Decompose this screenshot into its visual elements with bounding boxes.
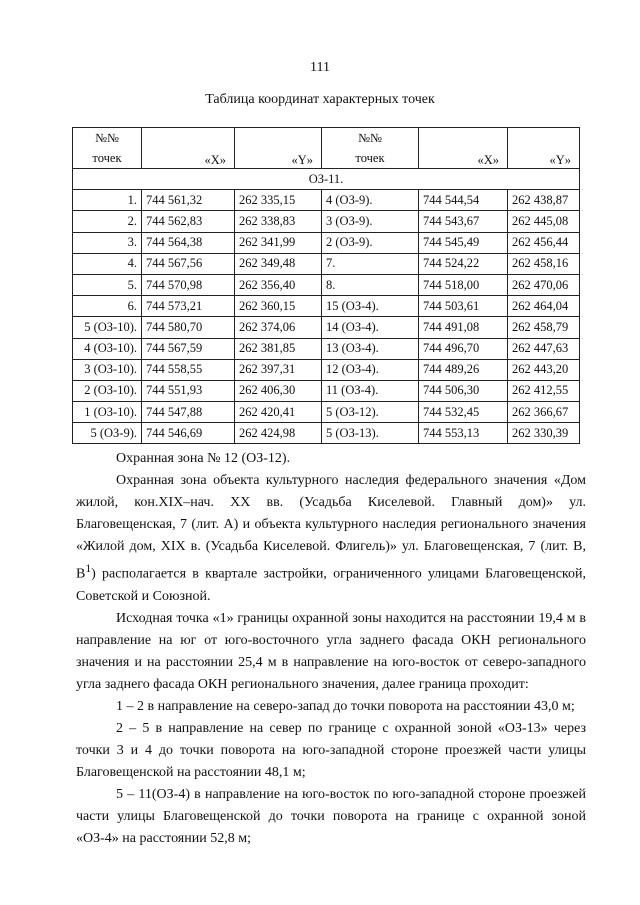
x-coordinate: 744 567,56 bbox=[142, 253, 235, 274]
x-coordinate: 744 491,08 bbox=[419, 317, 508, 338]
y-coordinate: 262 447,63 bbox=[508, 338, 580, 359]
point-label: 5. bbox=[73, 274, 142, 295]
y-coordinate: 262 349,48 bbox=[235, 253, 322, 274]
table-row bbox=[73, 211, 580, 232]
y-coordinate: 262 374,06 bbox=[235, 317, 322, 338]
x-coordinate: 744 570,98 bbox=[142, 274, 235, 295]
point-label: 4. bbox=[73, 253, 142, 274]
point-label: 1. bbox=[73, 190, 142, 211]
x-coordinate: 744 558,55 bbox=[142, 359, 235, 380]
point-label: 3 (ОЗ-9). bbox=[322, 211, 419, 232]
y-coordinate: 262 341,99 bbox=[235, 232, 322, 253]
page-number: 111 bbox=[310, 60, 330, 75]
point-label: 7. bbox=[322, 253, 419, 274]
y-coordinate: 262 360,15 bbox=[235, 296, 322, 317]
y-coordinate: 262 338,83 bbox=[235, 211, 322, 232]
table-row bbox=[73, 296, 580, 317]
y-coordinate: 262 464,04 bbox=[508, 296, 580, 317]
header-x-1: «X» bbox=[142, 128, 235, 169]
point-label: 12 (ОЗ-4). bbox=[322, 359, 419, 380]
table-row bbox=[73, 274, 580, 295]
point-label: 4 (ОЗ-10). bbox=[73, 338, 142, 359]
x-coordinate: 744 573,21 bbox=[142, 296, 235, 317]
y-coordinate: 262 470,06 bbox=[508, 274, 580, 295]
table-row bbox=[73, 190, 580, 211]
table-row bbox=[73, 338, 580, 359]
x-coordinate: 744 551,93 bbox=[142, 380, 235, 401]
y-coordinate: 262 458,16 bbox=[508, 253, 580, 274]
header-x-2: «X» bbox=[419, 128, 508, 169]
point-label: 2 (ОЗ-9). bbox=[322, 232, 419, 253]
x-coordinate: 744 496,70 bbox=[419, 338, 508, 359]
y-coordinate: 262 412,55 bbox=[508, 380, 580, 401]
point-label: 13 (ОЗ-4). bbox=[322, 338, 419, 359]
y-coordinate: 262 335,15 bbox=[235, 190, 322, 211]
header-points-1: №№ точек bbox=[73, 128, 142, 169]
point-label: 1 (ОЗ-10). bbox=[73, 402, 142, 423]
x-coordinate: 744 567,59 bbox=[142, 338, 235, 359]
coordinates-table bbox=[72, 127, 580, 444]
table-title: Таблица координат характерных точек bbox=[205, 92, 435, 107]
paragraph-zone-description: Охранная зона объекта культурного наследия федерального значения «Дом жилой, кон.XIX–нач. XX вв. (Усадьба Киселевой. Главный дом)» ул. Благовещенская, 7 (лит. А) и объекта культурного наследия регионального значения «Жилой дом, XIX в. (Усадьба Киселевой. Флигель)» ул. Благовещенская, 7 (лит. В, $В^1$) располагается в квартале застройки, ограниченного улицами Благовещенской, Советской и Союзной. bbox=[76, 473, 586, 604]
header-points-2: №№ точек bbox=[322, 128, 419, 169]
zone-heading: Охранная зона № 12 (ОЗ-12). bbox=[116, 451, 291, 466]
x-coordinate: 744 503,61 bbox=[419, 296, 508, 317]
zone-label-row bbox=[73, 169, 580, 190]
x-coordinate: 744 518,00 bbox=[419, 274, 508, 295]
header-y-2: «Y» bbox=[508, 128, 580, 169]
table-row bbox=[73, 253, 580, 274]
table-row bbox=[73, 359, 580, 380]
table-row bbox=[73, 380, 580, 401]
y-coordinate: 262 406,30 bbox=[235, 380, 322, 401]
x-coordinate: 744 544,54 bbox=[419, 190, 508, 211]
y-coordinate: 262 424,98 bbox=[235, 423, 322, 444]
paragraph-segment-2-5: 2 – 5 в направление на север по границе с охранной зоной «ОЗ-13» через точки 3 и 4 до точки поворота на юго-западной стороне проезжей части улицы Благовещенской на расстоянии 48,1 м; bbox=[76, 720, 586, 780]
point-label: 4 (ОЗ-9). bbox=[322, 190, 419, 211]
y-coordinate: 262 438,87 bbox=[508, 190, 580, 211]
table-row bbox=[73, 232, 580, 253]
x-coordinate: 744 532,45 bbox=[419, 402, 508, 423]
y-coordinate: 262 443,20 bbox=[508, 359, 580, 380]
paragraph-segment-5-11: 5 – 11(ОЗ-4) в направление на юго-восток по юго-западной стороне проезжей части улицы Благовещенской до точки поворота на границе с охранной зоной «ОЗ-4» на расстоянии 52,8 м; bbox=[76, 786, 586, 846]
point-label: 15 (ОЗ-4). bbox=[322, 296, 419, 317]
table-row bbox=[73, 423, 580, 444]
x-coordinate: 744 547,88 bbox=[142, 402, 235, 423]
point-label: 5 (ОЗ-9). bbox=[73, 423, 142, 444]
zone-label: ОЗ-11. bbox=[73, 169, 580, 190]
point-label: 3. bbox=[73, 232, 142, 253]
x-coordinate: 744 506,30 bbox=[419, 380, 508, 401]
y-coordinate: 262 356,40 bbox=[235, 274, 322, 295]
point-label: 2. bbox=[73, 211, 142, 232]
point-label: 14 (ОЗ-4). bbox=[322, 317, 419, 338]
y-coordinate: 262 456,44 bbox=[508, 232, 580, 253]
body-text bbox=[76, 448, 586, 850]
table-header-row bbox=[73, 128, 580, 169]
y-coordinate: 262 381,85 bbox=[235, 338, 322, 359]
y-coordinate: 262 420,41 bbox=[235, 402, 322, 423]
x-coordinate: 744 546,69 bbox=[142, 423, 235, 444]
point-label: 5 (ОЗ-12). bbox=[322, 402, 419, 423]
point-label: 5 (ОЗ-13). bbox=[322, 423, 419, 444]
x-coordinate: 744 545,49 bbox=[419, 232, 508, 253]
paragraph-start-point: Исходная точка «1» границы охранной зоны находится на расстоянии 19,4 м в направление на юг от юго-восточного угла заднего фасада ОКН регионального значения и на расстоянии 25,4 м в направление на юго-восток от северо-западного угла заднего фасада ОКН регионального значения, далее граница проходит: bbox=[76, 610, 586, 692]
paragraph-segment-1-2: 1 – 2 в направление на северо-запад до точки поворота на расстоянии 43,0 м; bbox=[116, 698, 575, 714]
x-coordinate: 744 543,67 bbox=[419, 211, 508, 232]
x-coordinate: 744 562,83 bbox=[142, 211, 235, 232]
y-coordinate: 262 458,79 bbox=[508, 317, 580, 338]
x-coordinate: 744 580,70 bbox=[142, 317, 235, 338]
point-label: 11 (ОЗ-4). bbox=[322, 380, 419, 401]
table-row bbox=[73, 402, 580, 423]
point-label: 8. bbox=[322, 274, 419, 295]
y-coordinate: 262 330,39 bbox=[508, 423, 580, 444]
point-label: 3 (ОЗ-10). bbox=[73, 359, 142, 380]
x-coordinate: 744 553,13 bbox=[419, 423, 508, 444]
point-label: 2 (ОЗ-10). bbox=[73, 380, 142, 401]
x-coordinate: 744 524,22 bbox=[419, 253, 508, 274]
point-label: 6. bbox=[73, 296, 142, 317]
header-y-1: «Y» bbox=[235, 128, 322, 169]
table-row bbox=[73, 317, 580, 338]
x-coordinate: 744 564,38 bbox=[142, 232, 235, 253]
x-coordinate: 744 489,26 bbox=[419, 359, 508, 380]
y-coordinate: 262 397,31 bbox=[235, 359, 322, 380]
y-coordinate: 262 366,67 bbox=[508, 402, 580, 423]
point-label: 5 (ОЗ-10). bbox=[73, 317, 142, 338]
x-coordinate: 744 561,32 bbox=[142, 190, 235, 211]
y-coordinate: 262 445,08 bbox=[508, 211, 580, 232]
